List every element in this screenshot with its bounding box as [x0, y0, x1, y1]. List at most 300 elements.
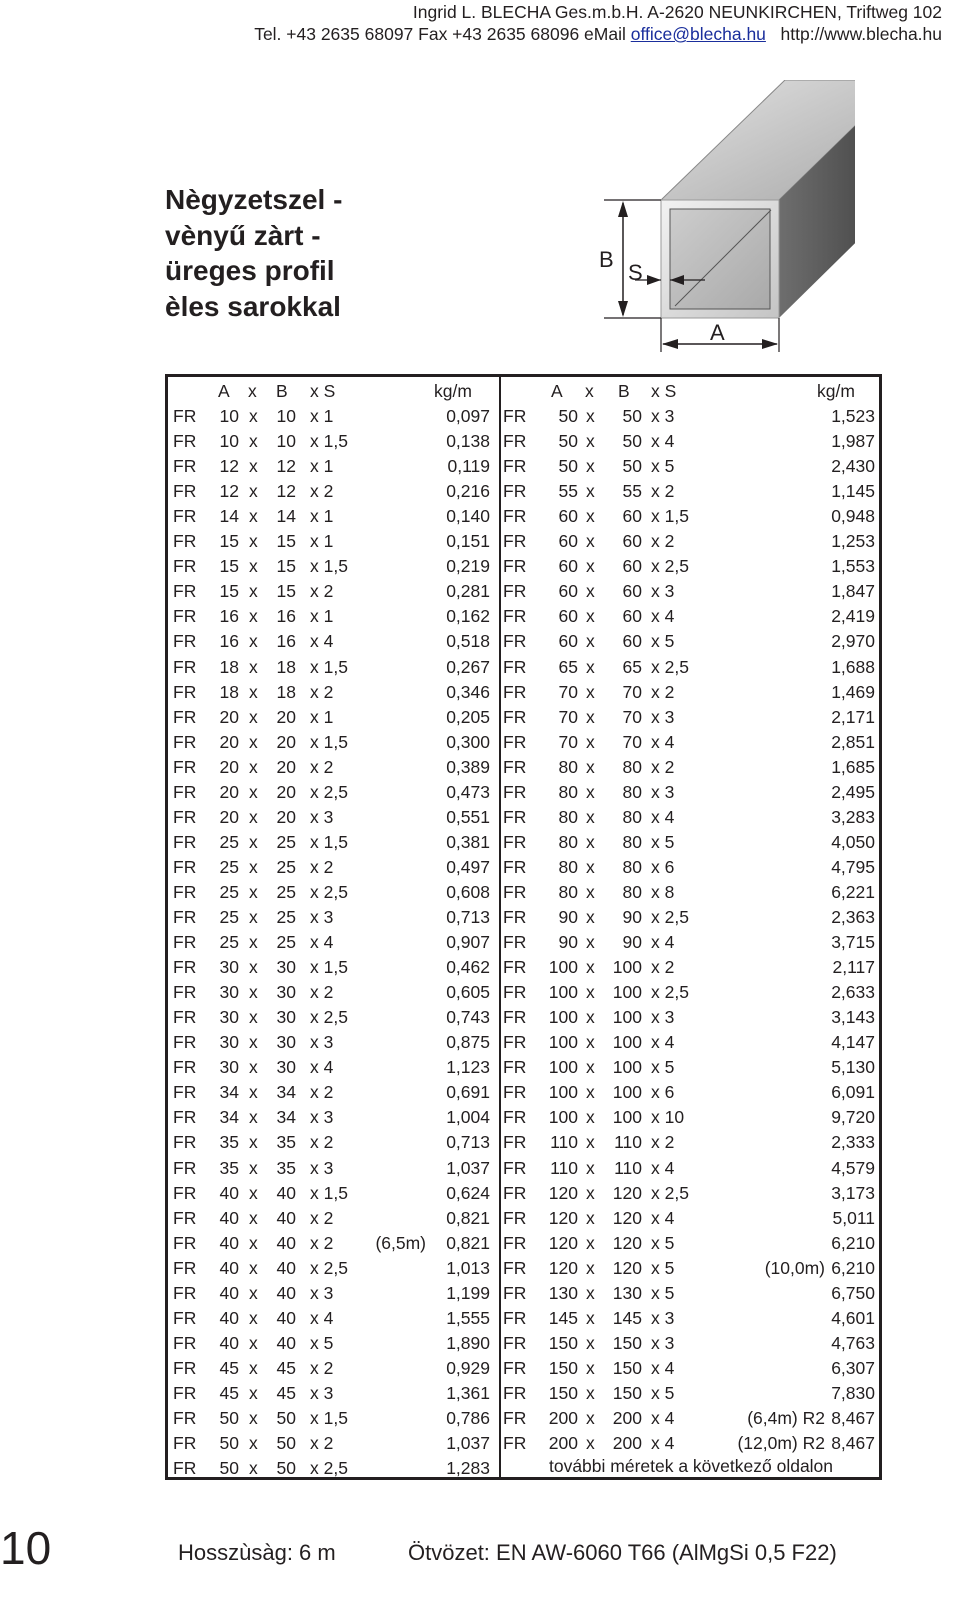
- table-row: [168, 655, 499, 680]
- cell-s: x 2: [310, 481, 334, 502]
- cell-x: x: [586, 1357, 595, 1378]
- cell-b: 15: [276, 581, 296, 602]
- cell-prefix: FR: [503, 982, 527, 1003]
- table-row: [168, 755, 499, 780]
- cell-x: x: [249, 581, 258, 602]
- cell-x: x: [586, 1007, 595, 1028]
- cell-b: 40: [276, 1232, 296, 1253]
- cell-b: 90: [622, 932, 642, 953]
- table-row: [168, 1406, 499, 1431]
- cell-s: x 8: [651, 881, 675, 902]
- cell-x: x: [586, 431, 595, 452]
- cell-s: x 2: [651, 957, 675, 978]
- cell-s: x 2: [310, 681, 334, 702]
- cell-a: 34: [219, 1082, 239, 1103]
- cell-x: x: [249, 781, 258, 802]
- cell-s: x 4: [310, 631, 334, 652]
- cell-b: 120: [612, 1257, 642, 1278]
- cell-a: 25: [219, 856, 239, 877]
- col-kg-header: kg/m: [817, 381, 855, 401]
- cell-s: x 1,5: [310, 656, 348, 677]
- table-row: [168, 780, 499, 805]
- cell-a: 45: [219, 1382, 239, 1403]
- cell-x: x: [249, 1057, 258, 1078]
- cell-prefix: FR: [173, 1357, 197, 1378]
- cell-x: x: [249, 982, 258, 1003]
- cell-x: x: [249, 631, 258, 652]
- cell-s: x 1,5: [310, 1408, 348, 1428]
- cell-s: x 3: [310, 1157, 334, 1178]
- cell-kg: 1,890: [446, 1332, 490, 1353]
- cell-kg: 0,219: [446, 556, 490, 577]
- table-row: [501, 454, 881, 479]
- cell-kg: 8,467: [831, 1433, 875, 1454]
- cell-kg: 0,907: [446, 932, 490, 953]
- cell-kg: 1,145: [831, 481, 875, 502]
- table-row: [168, 429, 499, 454]
- cell-prefix: FR: [173, 982, 197, 1003]
- cell-kg: 0,267: [446, 656, 490, 677]
- cell-s: x 4: [651, 1408, 675, 1428]
- cell-s: x 3: [651, 406, 675, 426]
- cell-b: 25: [276, 831, 296, 852]
- cell-b: 80: [622, 781, 642, 802]
- cell-s: x 3: [651, 781, 675, 802]
- cell-kg: 6,091: [831, 1082, 875, 1103]
- cell-x: x: [586, 1207, 595, 1228]
- cell-s: x 2: [310, 856, 334, 877]
- cell-a: 14: [219, 506, 239, 527]
- cell-kg: 6,210: [831, 1232, 875, 1253]
- cell-s: x 5: [310, 1332, 334, 1353]
- table-row: [501, 1156, 881, 1181]
- cell-prefix: FR: [503, 1282, 527, 1303]
- cell-kg: 1,555: [446, 1307, 490, 1328]
- cell-b: 110: [614, 1132, 642, 1153]
- cell-kg: 9,720: [831, 1107, 875, 1128]
- cell-s: x 1: [310, 506, 334, 527]
- cell-x: x: [586, 1057, 595, 1078]
- cell-prefix: FR: [503, 406, 527, 426]
- table-row: [501, 554, 881, 579]
- cell-kg: 0,216: [446, 481, 490, 502]
- col-s-header: x S: [310, 381, 336, 401]
- cell-s: x 4: [651, 1207, 675, 1228]
- cell-kg: 1,123: [446, 1057, 490, 1078]
- cell-b: 20: [276, 781, 296, 802]
- cell-x: x: [249, 606, 258, 627]
- cell-kg: 0,929: [446, 1357, 490, 1378]
- cell-prefix: FR: [173, 681, 197, 702]
- cell-s: x 4: [310, 1307, 334, 1328]
- cell-b: 25: [276, 932, 296, 953]
- cell-x: x: [586, 1082, 595, 1103]
- cell-prefix: FR: [173, 1132, 197, 1153]
- cell-a: 20: [219, 806, 239, 827]
- cell-x: x: [249, 1332, 258, 1353]
- cell-prefix: FR: [173, 631, 197, 652]
- cell-prefix: FR: [503, 431, 527, 452]
- cell-prefix: FR: [503, 1232, 527, 1253]
- cell-a: 150: [548, 1357, 578, 1378]
- cell-b: 16: [276, 631, 296, 652]
- cell-s: x 1: [310, 531, 334, 552]
- table-row: [501, 629, 881, 654]
- cell-prefix: FR: [173, 1282, 197, 1303]
- cell-prefix: FR: [173, 1307, 197, 1328]
- cell-a: 120: [548, 1257, 578, 1278]
- cell-prefix: FR: [173, 1408, 197, 1428]
- cell-a: 110: [550, 1132, 578, 1153]
- cell-prefix: FR: [173, 706, 197, 727]
- table-row: [168, 680, 499, 705]
- cell-prefix: FR: [173, 1232, 197, 1253]
- cell-kg: 4,147: [831, 1032, 875, 1053]
- cell-b: 60: [622, 581, 642, 602]
- table-row: [168, 579, 499, 604]
- cell-s: x 2: [310, 1232, 334, 1253]
- cell-a: 12: [219, 456, 239, 477]
- cell-b: 150: [612, 1332, 642, 1353]
- cell-b: 34: [276, 1082, 296, 1103]
- cell-b: 100: [612, 1082, 642, 1103]
- cell-a: 55: [558, 481, 578, 502]
- cell-kg: 0,346: [446, 681, 490, 702]
- cell-s: x 2: [310, 756, 334, 777]
- cell-x: x: [586, 506, 595, 527]
- cell-x: x: [249, 706, 258, 727]
- cell-a: 25: [219, 881, 239, 902]
- cell-kg: 5,130: [831, 1057, 875, 1078]
- cell-s: x 1,5: [651, 506, 689, 527]
- table-row: [168, 1281, 499, 1306]
- cell-prefix: FR: [173, 1157, 197, 1178]
- table-row: [168, 1331, 499, 1356]
- table-row: [168, 730, 499, 755]
- cell-prefix: FR: [503, 1107, 527, 1128]
- cell-a: 80: [558, 806, 578, 827]
- cell-prefix: FR: [173, 831, 197, 852]
- cell-s: x 2,5: [310, 1257, 348, 1278]
- table-row: [501, 1331, 881, 1356]
- cell-kg: 1,469: [831, 681, 875, 702]
- cell-b: 200: [612, 1408, 642, 1428]
- cell-prefix: FR: [173, 731, 197, 752]
- table-row: [501, 755, 881, 780]
- cell-x: x: [249, 531, 258, 552]
- cell-prefix: FR: [173, 556, 197, 577]
- cell-kg: 0,713: [446, 907, 490, 927]
- cell-x: x: [249, 406, 258, 426]
- cell-b: 80: [622, 806, 642, 827]
- cell-prefix: FR: [173, 1458, 197, 1479]
- cell-prefix: FR: [503, 731, 527, 752]
- cell-a: 25: [219, 831, 239, 852]
- cell-b: 40: [276, 1282, 296, 1303]
- cell-kg: 0,473: [446, 781, 490, 802]
- cell-prefix: FR: [503, 531, 527, 552]
- table-row: [501, 1231, 881, 1256]
- cell-a: 25: [219, 907, 239, 927]
- cell-s: x 4: [651, 1157, 675, 1178]
- cell-a: 35: [219, 1132, 239, 1153]
- label-a: A: [710, 320, 725, 345]
- cell-x: x: [249, 1107, 258, 1128]
- cell-prefix: FR: [173, 406, 197, 426]
- cell-b: 30: [276, 957, 296, 978]
- cell-b: 18: [276, 681, 296, 702]
- cell-x: x: [586, 1332, 595, 1353]
- cell-prefix: FR: [503, 456, 527, 477]
- cell-kg: 4,795: [831, 856, 875, 877]
- cell-s: x 3: [651, 1332, 675, 1353]
- cell-x: x: [249, 1007, 258, 1028]
- cell-prefix: FR: [503, 957, 527, 978]
- cell-s: x 2,5: [651, 1182, 689, 1203]
- cell-x: x: [586, 606, 595, 627]
- cell-kg: 0,713: [446, 1132, 490, 1153]
- cell-b: 20: [276, 706, 296, 727]
- cell-kg: 0,138: [446, 431, 490, 452]
- cell-x: x: [249, 1082, 258, 1103]
- length-note: Hosszùsàg: 6 m: [178, 1540, 336, 1565]
- page-title: [165, 182, 342, 324]
- cell-a: 100: [548, 1057, 578, 1078]
- cell-s: x 5: [651, 456, 675, 477]
- cell-kg: 2,363: [831, 907, 875, 927]
- cell-kg: 3,143: [831, 1007, 875, 1028]
- cell-b: 35: [276, 1157, 296, 1178]
- cell-b: 80: [622, 831, 642, 852]
- cell-s: x 4: [651, 1357, 675, 1378]
- cell-s: x 4: [651, 431, 675, 452]
- cell-kg: 1,553: [831, 556, 875, 577]
- cell-prefix: FR: [503, 506, 527, 527]
- cell-a: 120: [548, 1232, 578, 1253]
- cell-s: x 1,5: [310, 957, 348, 978]
- cell-s: x 2,5: [310, 781, 348, 802]
- cell-kg: 0,786: [446, 1408, 490, 1428]
- cell-s: x 5: [651, 1257, 675, 1278]
- cell-a: 50: [219, 1408, 239, 1428]
- cell-s: x 4: [310, 1057, 334, 1078]
- cell-prefix: FR: [503, 556, 527, 577]
- col-s-header: x S: [651, 381, 677, 401]
- cell-s: x 4: [651, 932, 675, 953]
- cell-prefix: FR: [173, 506, 197, 527]
- website-link[interactable]: http://www.blecha.hu: [780, 24, 942, 44]
- cell-a: 130: [548, 1282, 578, 1303]
- cell-kg: 0,119: [447, 456, 490, 477]
- cell-a: 40: [219, 1307, 239, 1328]
- table-row: [501, 1206, 881, 1231]
- table-row: [168, 629, 499, 654]
- cell-a: 30: [219, 957, 239, 978]
- cell-x: x: [586, 1408, 595, 1428]
- cell-b: 70: [622, 681, 642, 702]
- cell-prefix: FR: [503, 806, 527, 827]
- col-b-header: B: [618, 381, 630, 401]
- cell-x: x: [249, 431, 258, 452]
- cell-a: 40: [219, 1332, 239, 1353]
- table-row: [168, 454, 499, 479]
- table-row: [168, 479, 499, 504]
- cell-kg: 1,688: [831, 656, 875, 677]
- cell-s: x 2: [651, 531, 675, 552]
- cell-b: 65: [622, 656, 642, 677]
- cell-b: 30: [276, 1057, 296, 1078]
- table-row: [501, 655, 881, 680]
- cell-prefix: FR: [503, 681, 527, 702]
- cell-s: x 1: [310, 456, 334, 477]
- cell-b: 70: [622, 706, 642, 727]
- cell-kg: 2,851: [831, 731, 875, 752]
- header-row-right: [501, 379, 881, 404]
- cell-s: x 2: [651, 681, 675, 702]
- cell-b: 130: [612, 1282, 642, 1303]
- cell-prefix: FR: [173, 1057, 197, 1078]
- contact-line: [254, 23, 942, 45]
- cell-kg: 0,551: [446, 806, 490, 827]
- cell-x: x: [586, 631, 595, 652]
- cell-s: x 2: [310, 1433, 334, 1454]
- cell-a: 16: [219, 606, 239, 627]
- cell-b: 40: [276, 1207, 296, 1228]
- cell-b: 80: [622, 881, 642, 902]
- cell-kg: 8,467: [831, 1408, 875, 1428]
- cell-s: x 2,5: [651, 556, 689, 577]
- table-row: [168, 504, 499, 529]
- cell-kg: 0,497: [446, 856, 490, 877]
- cell-x: x: [249, 456, 258, 477]
- table-row: [501, 830, 881, 855]
- cell-x: x: [586, 856, 595, 877]
- cell-a: 45: [219, 1357, 239, 1378]
- cell-kg: 0,097: [446, 406, 490, 426]
- cell-a: 50: [219, 1458, 239, 1479]
- cell-prefix: FR: [173, 1082, 197, 1103]
- cell-a: 70: [558, 706, 578, 727]
- cell-kg: 0,162: [446, 606, 490, 627]
- cell-a: 120: [548, 1207, 578, 1228]
- cell-kg: 3,173: [831, 1182, 875, 1203]
- cell-x: x: [249, 1132, 258, 1153]
- table-row: [501, 705, 881, 730]
- cell-kg: 3,283: [831, 806, 875, 827]
- cell-x: x: [586, 907, 595, 927]
- cell-x: x: [586, 581, 595, 602]
- cell-x: x: [586, 456, 595, 477]
- cell-a: 60: [558, 531, 578, 552]
- cell-b: 40: [276, 1182, 296, 1203]
- cell-b: 200: [612, 1433, 642, 1454]
- table-row: [501, 880, 881, 905]
- cell-b: 70: [622, 731, 642, 752]
- cell-a: 150: [548, 1382, 578, 1403]
- cell-prefix: FR: [503, 706, 527, 727]
- cell-b: 100: [612, 1057, 642, 1078]
- cell-a: 50: [558, 431, 578, 452]
- cell-s: x 3: [310, 1382, 334, 1403]
- cell-prefix: FR: [173, 1382, 197, 1403]
- cell-prefix: FR: [503, 831, 527, 852]
- cell-x: x: [586, 881, 595, 902]
- cell-kg: 0,743: [446, 1007, 490, 1028]
- cell-kg: 1,847: [831, 581, 875, 602]
- cell-b: 45: [276, 1382, 296, 1403]
- cell-a: 60: [558, 631, 578, 652]
- cell-b: 50: [622, 431, 642, 452]
- cell-a: 40: [219, 1282, 239, 1303]
- table-row: [168, 1105, 499, 1130]
- cell-prefix: FR: [503, 781, 527, 802]
- cell-a: 60: [558, 556, 578, 577]
- cell-kg: 1,361: [446, 1382, 490, 1403]
- cell-prefix: FR: [173, 1007, 197, 1028]
- cell-x: x: [586, 556, 595, 577]
- table-row: [501, 1406, 881, 1431]
- table-row: [501, 855, 881, 880]
- cell-a: 90: [558, 932, 578, 953]
- cell-prefix: FR: [173, 881, 197, 902]
- cell-a: 200: [548, 1408, 578, 1428]
- cell-kg: 1,523: [831, 406, 875, 426]
- cell-kg: 6,307: [831, 1357, 875, 1378]
- table-row: [168, 1156, 499, 1181]
- cell-x: x: [586, 406, 595, 426]
- cell-prefix: FR: [503, 756, 527, 777]
- cell-prefix: FR: [503, 1132, 527, 1153]
- cell-prefix: FR: [173, 581, 197, 602]
- cell-x: x: [249, 1157, 258, 1178]
- cell-x: x: [249, 731, 258, 752]
- cell-prefix: FR: [173, 1032, 197, 1053]
- cell-a: 25: [219, 932, 239, 953]
- cell-a: 80: [558, 781, 578, 802]
- table-row: [501, 1306, 881, 1331]
- cell-b: 45: [276, 1357, 296, 1378]
- table-row: [501, 955, 881, 980]
- cell-s: x 1,5: [310, 831, 348, 852]
- table-row: [501, 404, 881, 429]
- cell-s: x 1,5: [310, 556, 348, 577]
- cell-s: x 2,5: [651, 656, 689, 677]
- cell-a: 15: [219, 556, 239, 577]
- table-row: [168, 855, 499, 880]
- cell-a: 20: [219, 706, 239, 727]
- tube-inner-cavity: [670, 209, 770, 309]
- cell-b: 50: [622, 456, 642, 477]
- cell-a: 100: [548, 1007, 578, 1028]
- table-row: [168, 955, 499, 980]
- cell-a: 12: [219, 481, 239, 502]
- table-row: [501, 504, 881, 529]
- email-link[interactable]: office@blecha.hu: [630, 24, 766, 44]
- cell-a: 20: [219, 756, 239, 777]
- cell-a: 18: [219, 681, 239, 702]
- cell-s: x 2,5: [310, 1007, 348, 1028]
- cell-prefix: FR: [503, 1032, 527, 1053]
- cell-a: 40: [219, 1182, 239, 1203]
- cell-s: x 2: [310, 1132, 334, 1153]
- cell-b: 30: [276, 1007, 296, 1028]
- col-a-header: A: [551, 381, 563, 401]
- cell-s: x 1: [310, 406, 334, 426]
- cell-prefix: FR: [503, 856, 527, 877]
- cell-b: 20: [276, 731, 296, 752]
- table-row: [168, 980, 499, 1005]
- cell-b: 10: [276, 406, 296, 426]
